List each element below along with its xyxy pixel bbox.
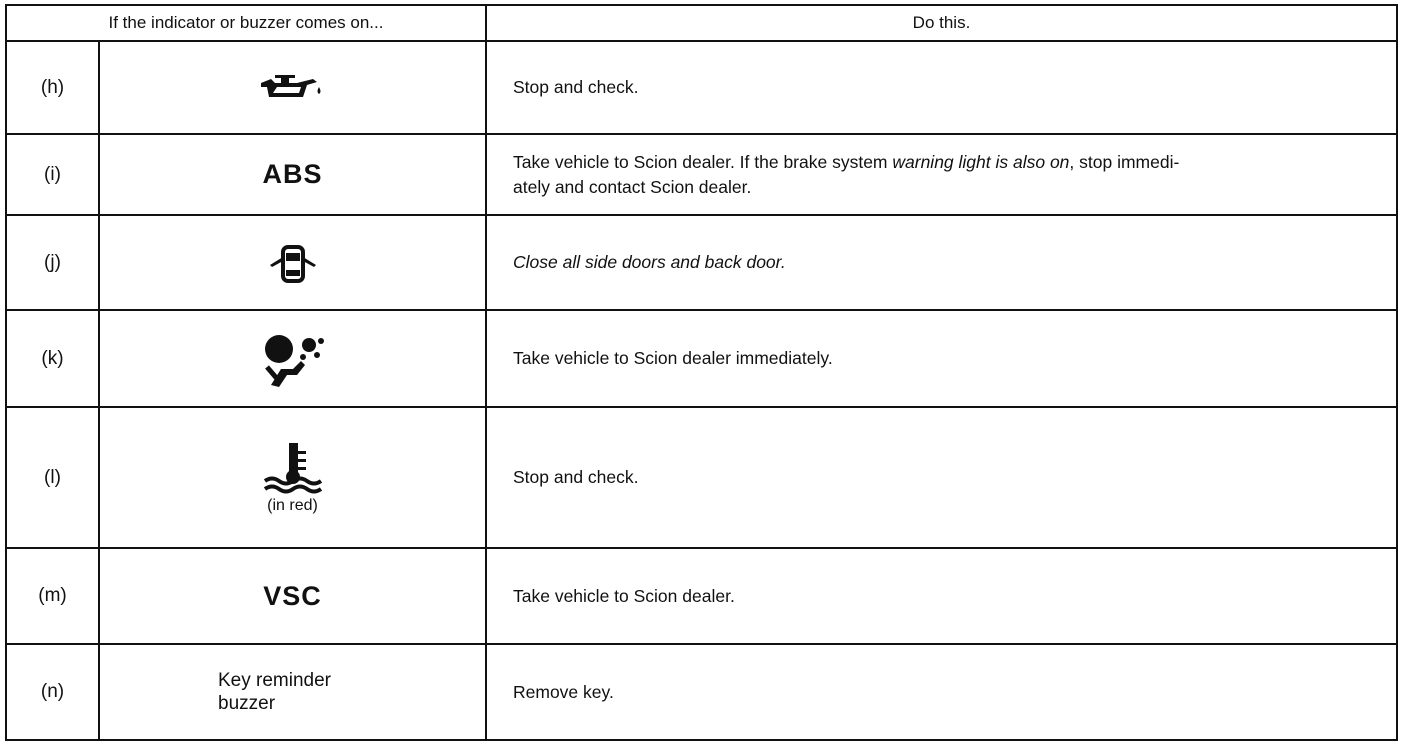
row-letter: (n) (6, 644, 99, 740)
abs-icon: ABS (262, 159, 323, 189)
row-action: Remove key. (486, 644, 1397, 740)
table-row (6, 215, 1397, 310)
row-icon-cell (99, 644, 486, 740)
table-row (6, 644, 1397, 740)
row-letter: (h) (6, 41, 99, 134)
indicator-table (5, 4, 1398, 741)
table-row (6, 134, 1397, 215)
row-letter: (m) (6, 548, 99, 644)
vsc-icon: VSC (263, 580, 322, 611)
row-icon-cell (99, 215, 486, 310)
header-indicator: If the indicator or buzzer comes on... (6, 5, 486, 41)
table-header-row (6, 5, 1397, 41)
row-icon-cell (99, 407, 486, 548)
row-action: Take vehicle to Scion dealer. If the brake system warning light is also on, stop immedi- ately and contact Scion dealer. (486, 134, 1397, 215)
table-row (6, 407, 1397, 548)
row-action: Take vehicle to Scion dealer. (486, 548, 1397, 644)
table-row (6, 41, 1397, 134)
row-action: Stop and check. (486, 407, 1397, 548)
open-door-icon (267, 243, 319, 283)
row-action: Take vehicle to Scion dealer immediately. (486, 310, 1397, 407)
header-action: Do this. (486, 5, 1397, 41)
row-letter: (l) (6, 407, 99, 548)
table-row (6, 548, 1397, 644)
key-reminder-label: Key reminder buzzer (218, 670, 331, 714)
row-icon-cell (99, 310, 486, 407)
row-letter: (j) (6, 215, 99, 310)
row-action: Close all side doors and back door. (486, 215, 1397, 310)
row-letter: (i) (6, 134, 99, 215)
srs-airbag-icon (259, 331, 327, 387)
row-icon-cell (99, 41, 486, 134)
coolant-temperature-icon (261, 441, 325, 495)
icon-color-note: (in red) (267, 496, 318, 514)
row-letter: (k) (6, 310, 99, 407)
row-action: Stop and check. (486, 41, 1397, 134)
table-row (6, 310, 1397, 407)
row-icon-cell (99, 134, 486, 215)
row-icon-cell (99, 548, 486, 644)
oil-pressure-icon (257, 73, 329, 103)
